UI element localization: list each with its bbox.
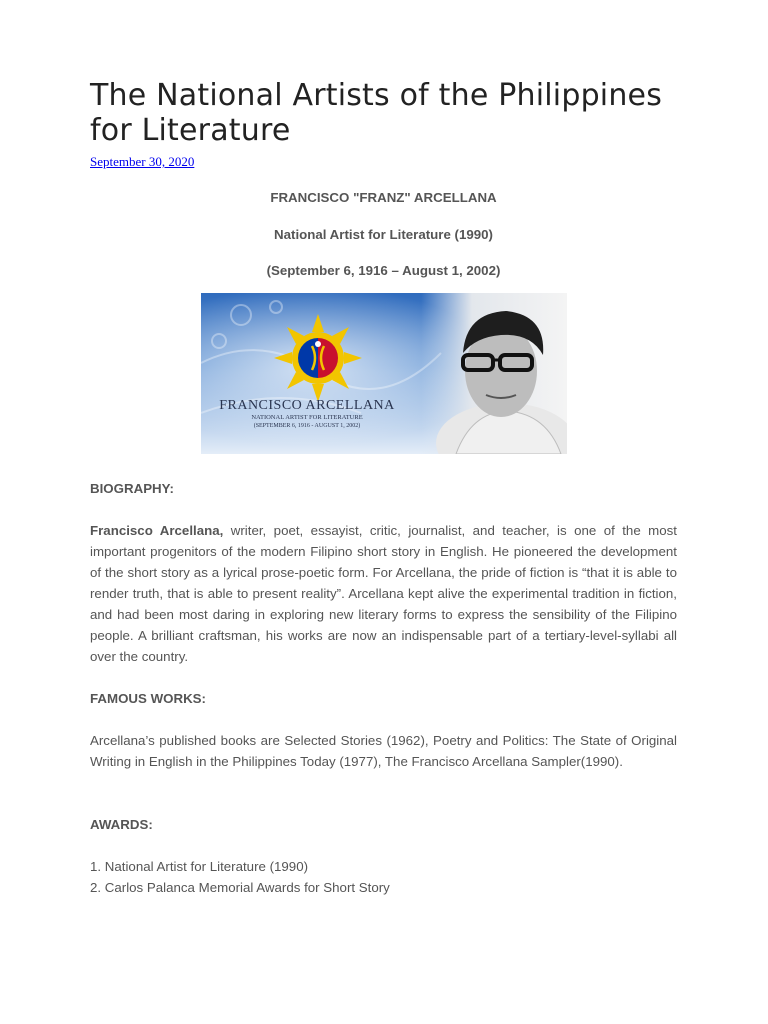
subject-name: FRANCISCO "FRANZ" ARCELLANA (270, 190, 497, 205)
award-item-1: 1. National Artist for Literature (1990) (90, 859, 309, 874)
subject-lifespan: (September 6, 1916 – August 1, 2002) (266, 263, 501, 278)
biography-heading: BIOGRAPHY: (90, 481, 174, 496)
famous-works-heading: FAMOUS WORKS: (90, 691, 206, 706)
page-title: The National Artists of the Philippines for Literature (90, 78, 663, 148)
awards-heading: AWARDS: (90, 817, 153, 832)
subject-distinction: National Artist for Literature (1990) (274, 227, 493, 242)
banner-name: FRANCISCO ARCELLANA (219, 398, 395, 413)
biography-text: writer, poet, essayist, critic, journalist, and teacher, is one of the most important progenitors of the modern Filipino short story in English. He pioneered the development of the short story as a lyrical prose-poetic form. For Arcellana, the pride of fiction is “that it is able to render truth, that is able to present reality”. Arcellana kept alive the experimental tradition in fiction, and had been most daring in exploring new literary forms to express the sensibility of the Filipino people. A brilliant craftsman, his works are now an indispensable part of a tertiary-level-syllabi all over the country. (90, 523, 677, 664)
banner-image (201, 293, 567, 454)
biography-paragraph (90, 520, 677, 667)
post-date-link[interactable]: September 30, 2020 (90, 154, 195, 169)
banner-dates: (SEPTEMBER 6, 1916 - AUGUST 1, 2002) (253, 423, 361, 429)
famous-works-paragraph: Arcellana’s published books are Selected Stories (1962), Poetry and Politics: The State of Original Writing in English in the Philippines Today (1977), The Francisco Arcellana Sampler(1990). (90, 733, 677, 769)
biography-lead: Francisco Arcellana, (90, 523, 224, 538)
award-item-2: 2. Carlos Palanca Memorial Awards for Short Story (90, 880, 390, 895)
sun-emblem (274, 314, 362, 402)
banner-subtitle: NATIONAL ARTIST FOR LITERATURE (251, 414, 363, 421)
